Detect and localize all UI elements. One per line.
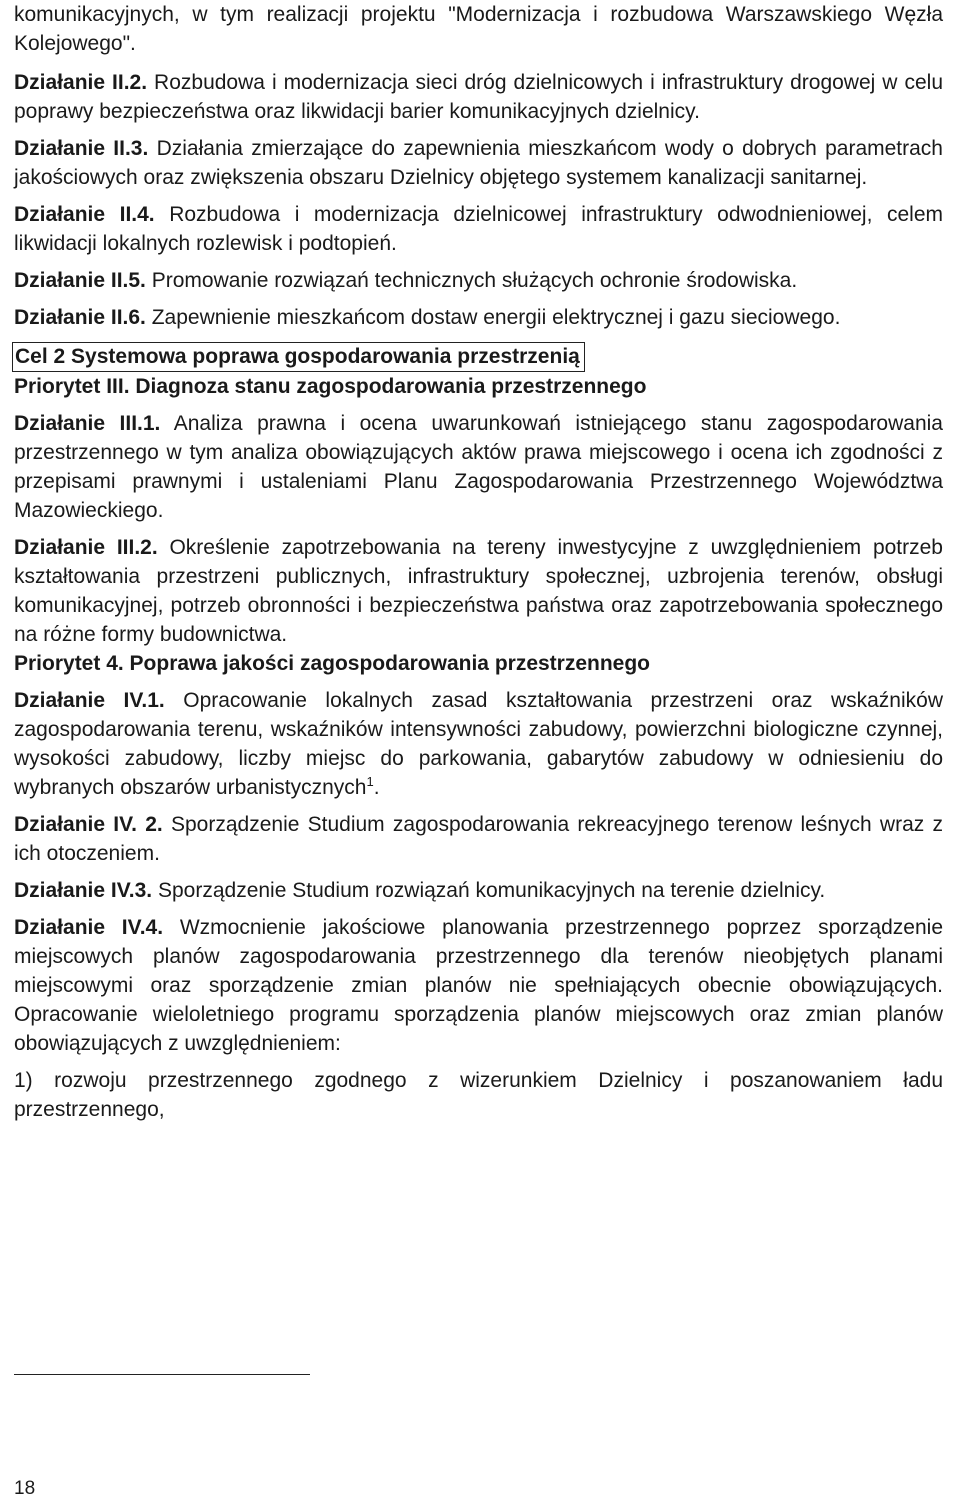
footnote-ref: 1: [366, 774, 374, 789]
action-label: Działanie II.3.: [14, 137, 149, 160]
action-text: Opracowanie lokalnych zasad kształtowania przestrzeni oraz wskaźników zagospodarowania terenu, wskaźników intensywności zabudowy, powierzchni biologiczne czynnej, wysokości zabudowy, liczby miejsc do parkowania, gabarytów zabudowy w odniesieniu do wybranych obszarów urbanistycznych: [14, 689, 943, 799]
action-text: Promowanie rozwiązań technicznych służących ochronie środowiska.: [145, 269, 798, 292]
action-text: Sporządzenie Studium rozwiązań komunikacyjnych na terenie dzielnicy.: [152, 879, 826, 902]
action-item: [14, 134, 943, 192]
action-item: [14, 266, 943, 295]
action-label: Działanie IV. 2.: [14, 813, 163, 836]
action-item: [14, 913, 943, 1058]
page-number: 18: [14, 1478, 36, 1499]
action-label: Działanie II.5.: [14, 269, 146, 292]
action-label: Działanie II.4.: [14, 203, 155, 226]
action-label: Działanie II.2.: [14, 71, 148, 94]
action-text: Określenie zapotrzebowania na tereny inwestycyjne z uwzględnieniem potrzeb kształtowania przestrzeni publicznych, infrastruktury społecznej, uzbrojenia terenów, obsługi komunikacyjnej, potrzeb obronności i bezpieczeństwa państwa oraz zapotrzebowania społecznego na różne formy budownictwa.: [14, 536, 943, 646]
action-label: Działanie IV.4.: [14, 916, 164, 939]
action-item: [14, 303, 943, 332]
action-text: Wzmocnienie jakościowe planowania przestrzennego poprzez sporządzenie miejscowych planów zagospodarowania przestrzennego dla terenów nieobjętych planami miejscowymi oraz sporządzenie zmian planów nie spełniających obecnie obowiązujących. Opracowanie wieloletniego programu sporządzenia planów miejscowych oraz zmian planów obowiązujących z uwzględnieniem:: [14, 916, 943, 1055]
action-text: Rozbudowa i modernizacja sieci dróg dzielnicowych i infrastruktury drogowej w celu poprawy bezpieczeństwa oraz likwidacji barier komunikacyjnych dzielnicy.: [14, 71, 943, 123]
action-label: Działanie III.1.: [14, 412, 161, 435]
action-item: [14, 876, 943, 905]
footnote-separator: [14, 1374, 310, 1375]
goal-heading: Cel 2 Systemowa poprawa gospodarowania przestrzenią: [12, 342, 585, 372]
document-page: [14, 0, 943, 1124]
action-item: [14, 200, 943, 258]
action-text-end: .: [373, 776, 380, 799]
action-text: Działania zmierzające do zapewnienia mieszkańcom wody o dobrych parametrach jakościowych oraz zwiększenia obszaru Dzielnicy objętego systemem kanalizacji sanitarnej.: [14, 137, 943, 189]
action-text: Sporządzenie Studium zagospodarowania rekreacyjnego terenow leśnych wraz z ich otoczeniem.: [14, 813, 944, 865]
priority-heading: Priorytet III. Diagnoza stanu zagospodarowania przestrzennego: [14, 375, 647, 398]
action-item: [14, 533, 943, 649]
action-item: [14, 686, 943, 802]
action-text: Rozbudowa i modernizacja dzielnicowej infrastruktury odwodnieniowej, celem likwidacji lokalnych rozlewisk i podtopień.: [14, 203, 944, 255]
action-item: [14, 68, 943, 126]
action-label: Działanie III.2.: [14, 536, 158, 559]
list-item: 1) rozwoju przestrzennego zgodnego z wizerunkiem Dzielnicy i poszanowaniem ładu przestrzennego,: [14, 1069, 943, 1121]
intro-paragraph: komunikacyjnych, w tym realizacji projektu "Modernizacja i rozbudowa Warszawskiego Węzła Kolejowego".: [14, 3, 943, 55]
action-text: Zapewnienie mieszkańcom dostaw energii elektrycznej i gazu sieciowego.: [145, 306, 841, 329]
action-label: Działanie II.6.: [14, 306, 146, 329]
priority-heading: Priorytet 4. Poprawa jakości zagospodarowania przestrzennego: [14, 652, 651, 675]
action-item: [14, 810, 943, 868]
action-item: [14, 409, 943, 525]
action-label: Działanie IV.1.: [14, 689, 165, 712]
action-label: Działanie IV.3.: [14, 879, 153, 902]
action-text: Analiza prawna i ocena uwarunkowań istniejącego stanu zagospodarowania przestrzennego w tym analiza obowiązujących aktów prawa miejscowego i ocena ich zgodności z przepisami prawnymi i ustaleniami Planu Zagospodarowania Przestrzennego Województwa Mazowieckiego.: [14, 412, 943, 522]
